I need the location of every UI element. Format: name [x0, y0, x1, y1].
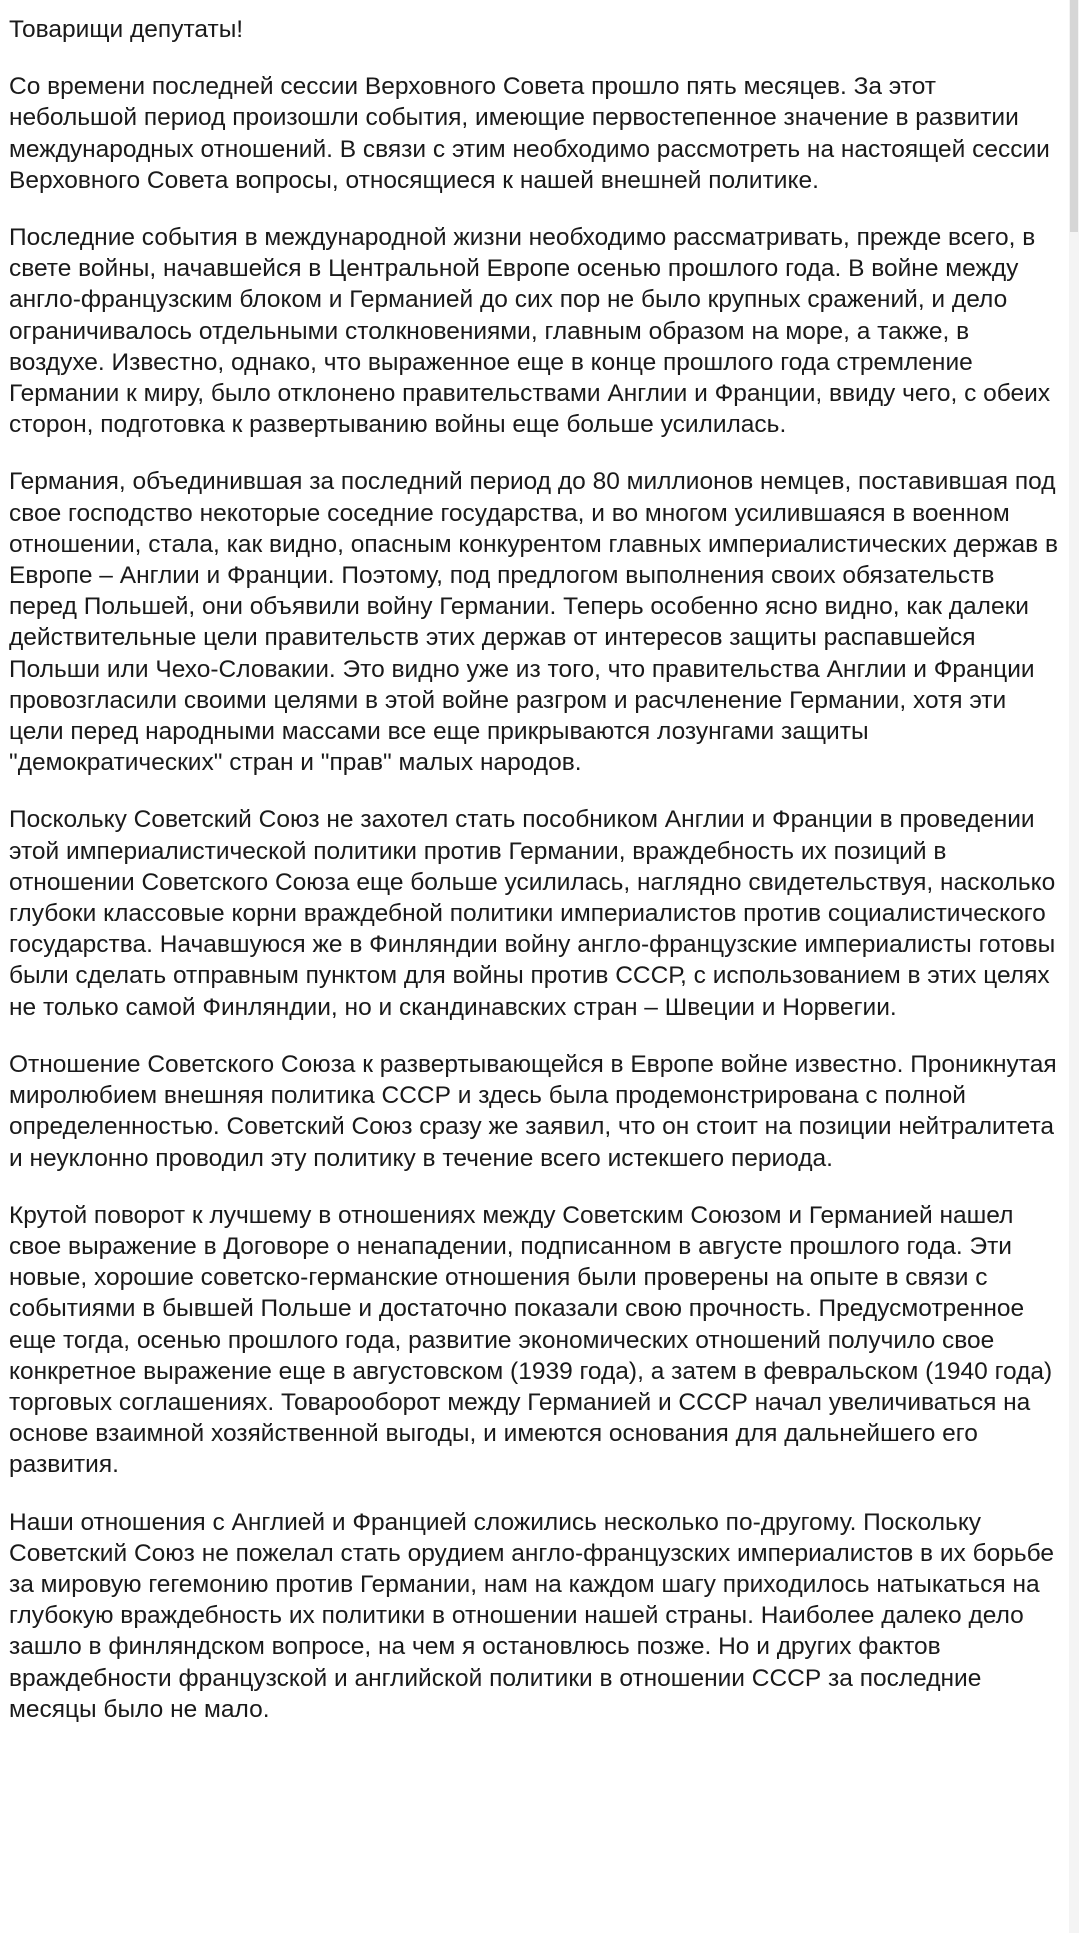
paragraph: Отношение Советского Союза к развертывающейся в Европе войне известно. Проникнутая миролюбием внешняя политика СССР и здесь была продемонстрирована с полной определенностью. Советский Союз сразу же заявил, что он стоит на позиции нейтралитета и неуклонно проводил эту политику в течение всего истекшего периода.	[9, 1050, 1057, 1172]
paragraph: Поскольку Советский Союз не захотел стать пособником Англии и Франции в проведении этой империалистической политики против Германии, враждебность их позиций в отношении Советского Союза еще больше усилилась, наглядно свидетельствуя, насколько глубоки классовые корни враждебной политики империалистов против социалистического государства. Начавшуюся же в Финляндии войну англо-французские империалисты готовы были сделать отправным пунктом для войны против СССР, с использованием в этих целях не только самой Финляндии, но и скандинавских стран – Швеции и Норвегии.	[9, 806, 1056, 1021]
paragraph: Последние события в международной жизни необходимо рассматривать, прежде всего, в свете войны, начавшейся в Центральной Европе осенью прошлого года. В войне между англо-французским блоком и Германией до сих пор не было крупных сражений, и дело ограничивалось отдельными столкновениями, главным образом на море, а также, в воздухе. Известно, однако, что выраженное еще в конце прошлого года стремление Германии к миру, было отклонено правительствами Англии и Франции, ввиду чего, с обеих сторон, подготовка к развертыванию войны еще больше усилилась.	[9, 224, 1051, 439]
vertical-scrollbar[interactable]	[1069, 0, 1079, 1933]
greeting: Товарищи депутаты!	[9, 16, 244, 43]
scrollbar-thumb[interactable]	[1070, 0, 1078, 232]
paragraph: Со времени последней сессии Верховного Совета прошло пять месяцев. За этот небольшой период произошли события, имеющие первостепенное значение в развитии международных отношений. В связи с этим необходимо рассмотреть на настоящей сессии Верховного Совета вопросы, относящиеся к нашей внешней политике.	[9, 73, 1050, 194]
document-body	[9, 14, 1067, 1751]
paragraph: Наши отношения с Англией и Францией сложились несколько по-другому. Поскольку Советский Союз не пожелал стать орудием англо-французских империалистов в их борьбе за мировую гегемонию против Германии, нам на каждом шагу приходилось натыкаться на глубокую враждебность их политики в отношении нашей страны. Наиболее далеко дело зашло в финляндском вопросе, на чем я остановлюсь позже. Но и других фактов враждебности французской и английской политики в отношении СССР за последние месяцы было не мало.	[9, 1508, 1055, 1723]
paragraph: Крутой поворот к лучшему в отношениях между Советским Союзом и Германией нашел свое выражение в Договоре о ненападении, подписанном в августе прошлого года. Эти новые, хорошие советско-германские отношения были проверены на опыте в связи с событиями в бывшей Польше и достаточно показали свою прочность. Предусмотренное еще тогда, осенью прошлого года, развитие экономических отношений получило свое конкретное выражение еще в августовском (1939 года), а затем в февральском (1940 года) торговых соглашениях. Товарооборот между Германией и СССР начал увеличиваться на основе взаимной хозяйственной выгоды, и имеются основания для дальнейшего его развития.	[9, 1201, 1053, 1479]
paragraph: Германия, объединившая за последний период до 80 миллионов немцев, поставившая под свое господство некоторые соседние государства, и во многом усилившаяся в военном отношении, стала, как видно, опасным конкурентом главных империалистических держав в Европе – Англии и Франции. Поэтому, под предлогом выполнения своих обязательств перед Польшей, они объявили войну Германии. Теперь особенно ясно видно, как далеки действительные цели правительств этих держав от интересов защиты распавшейся Польши или Чехо-Словакии. Это видно уже из того, что правительства Англии и Франции провозгласили своими целями в этой войне разгром и расчленение Германии, хотя эти цели перед народными массами все еще прикрываются лозунгами защиты "демократических" стран и "прав" малых народов.	[9, 468, 1059, 777]
